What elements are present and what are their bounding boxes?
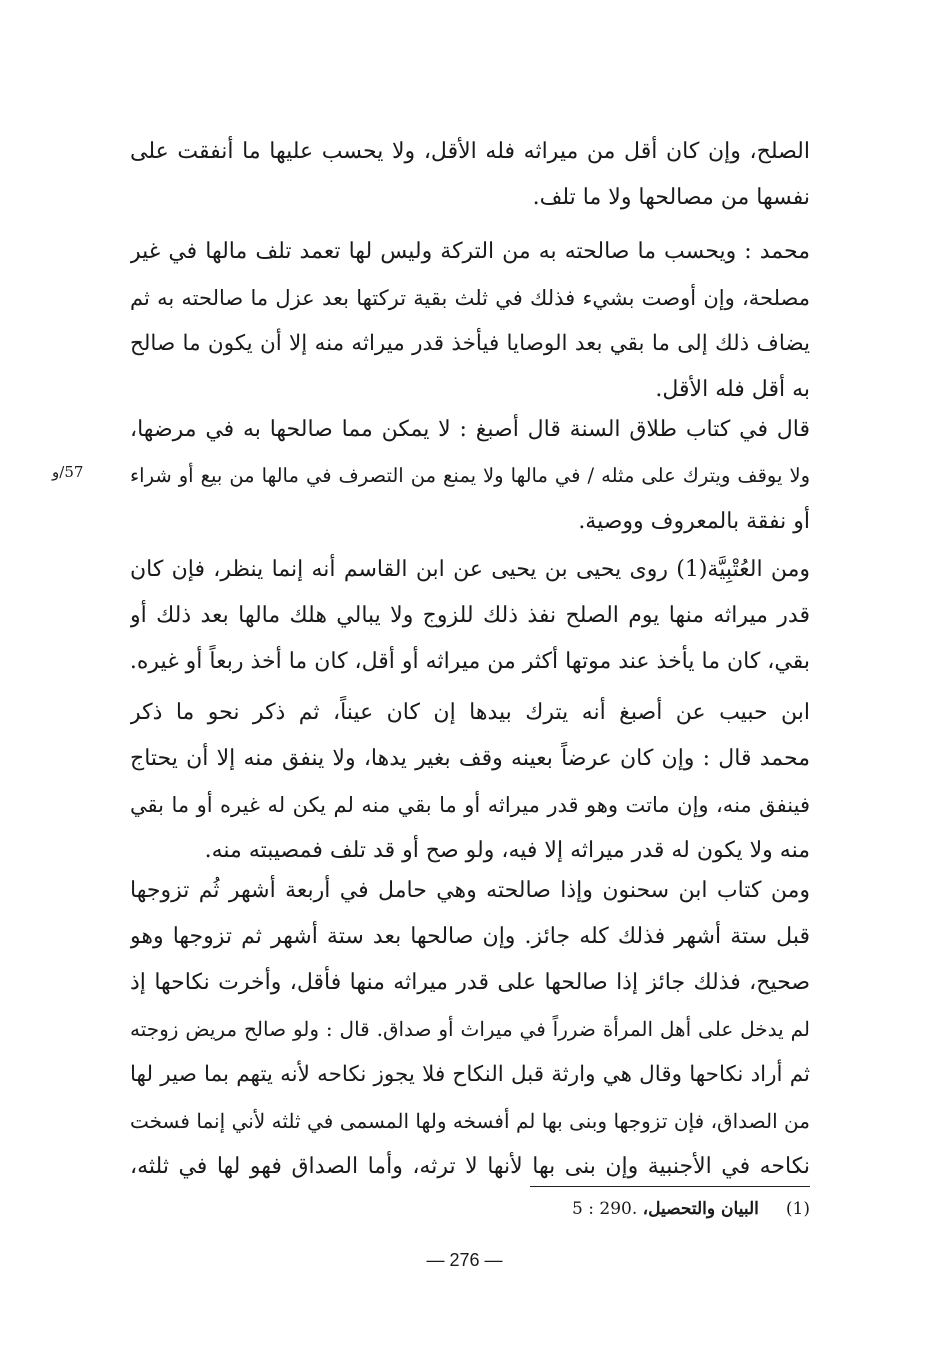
footnote-title: البيان والتحصيل،	[642, 1199, 759, 1219]
text-line: فينفق منه، وإن ماتت وهو قدر ميراثه أو ما بقي منه لم يكن له غيره أو ما بقي	[130, 793, 810, 817]
footnote-reference: 5 : 290.	[572, 1199, 638, 1219]
paragraph-5	[130, 690, 810, 874]
text-line: لم يدخل على أهل المرأة ضرراً في ميراث أو صداق. قال : ولو صالح مريض زوجته	[130, 1017, 810, 1041]
text-line: نفسها من مصالحها ولا ما تلف.	[532, 185, 810, 210]
paragraph-2	[130, 229, 810, 413]
footnote	[430, 1196, 810, 1222]
text-line: به أقل فله الأقل.	[655, 377, 810, 402]
text-line: ثم أراد نكاحها وقال هي وارثة قبل النكاح فلا يجوز نكاحه لأنه يتهم بما صير لها	[130, 1062, 810, 1087]
margin-folio-note: 57/و	[52, 463, 84, 481]
paragraph-6	[130, 868, 810, 1190]
text-line: ولا يوقف ويترك على مثله / في مالها ولا يمنع من التصرف في مالها من بيع أو شراء	[130, 464, 810, 487]
text-line: الصلح، وإن كان أقل من ميراثه فله الأقل، ولا يحسب عليها ما أنفقت على	[130, 139, 810, 164]
text-line: صحيح، فذلك جائز إذا صالحها على قدر ميراثه منها فأقل، وأخرت نكاحها إذ	[130, 970, 810, 995]
text-line: نكاحه في الأجنبية وإن بنى بها لأنها لا ترثه، وأما الصداق فهو لها في ثلثه،	[130, 1154, 810, 1179]
paragraph-3	[130, 407, 810, 545]
text-line: قبل ستة أشهر فذلك كله جائز. وإن صالحها بعد ستة أشهر ثم تزوجها وهو	[130, 924, 810, 949]
text-line: بقي، كان ما يأخذ عند موتها أكثر من ميراثه أو أقل، كان ما أخذ ربعاً أو غيره.	[130, 649, 810, 674]
text-line: أو نفقة بالمعروف ووصية.	[578, 509, 810, 534]
text-line: محمد : ويحسب ما صالحته به من التركة وليس لها تعمد تلف مالها في غير	[130, 239, 810, 264]
text-line: من الصداق، فإن تزوجها وبنى بها لم أفسخه ولها المسمى في ثلثه لأني إنما فسخت	[130, 1109, 810, 1133]
text-line: منه ولا يكون له قدر ميراثه إلا فيه، ولو صح أو قد تلف فمصيبته منه.	[204, 838, 810, 863]
footnote-marker: (1)	[785, 1199, 810, 1219]
text-line: قال في كتاب طلاق السنة قال أصبغ : لا يمكن مما صالحها به في مرضها،	[130, 417, 810, 442]
paragraph-4	[130, 547, 810, 685]
page-number: — 276 —	[426, 1250, 503, 1270]
footnote-separator	[530, 1186, 810, 1187]
text-line: ومن العُتْبِيَّة(1) روى يحيى بن يحيى عن ابن القاسم أنه إنما ينظر، فإن كان	[130, 557, 810, 582]
text-line: قدر ميراثه منها يوم الصلح نفذ ذلك للزوج ولا يبالي هلك مالها بعد ذلك أو	[130, 603, 810, 628]
text-line: ومن كتاب ابن سحنون وإذا صالحته وهي حامل في أربعة أشهر ثُم تزوجها	[130, 878, 810, 903]
text-line: مصلحة، وإن أوصت بشيء فذلك في ثلث بقية تركتها بعد عزل ما صالحته به ثم	[130, 286, 810, 310]
paragraph-1	[130, 129, 810, 221]
text-line: ابن حبيب عن أصبغ أنه يترك بيدها إن كان عيناً، ثم ذكر نحو ما ذكر	[130, 700, 810, 725]
text-line: يضاف ذلك إلى ما بقي بعد الوصايا فيأخذ قدر ميراثه منه إلا أن يكون ما صالح	[130, 331, 810, 356]
text-line: محمد قال : وإن كان عرضاً بعينه وقف بغير يدها، ولا ينفق منه إلا أن يحتاج	[130, 746, 810, 771]
